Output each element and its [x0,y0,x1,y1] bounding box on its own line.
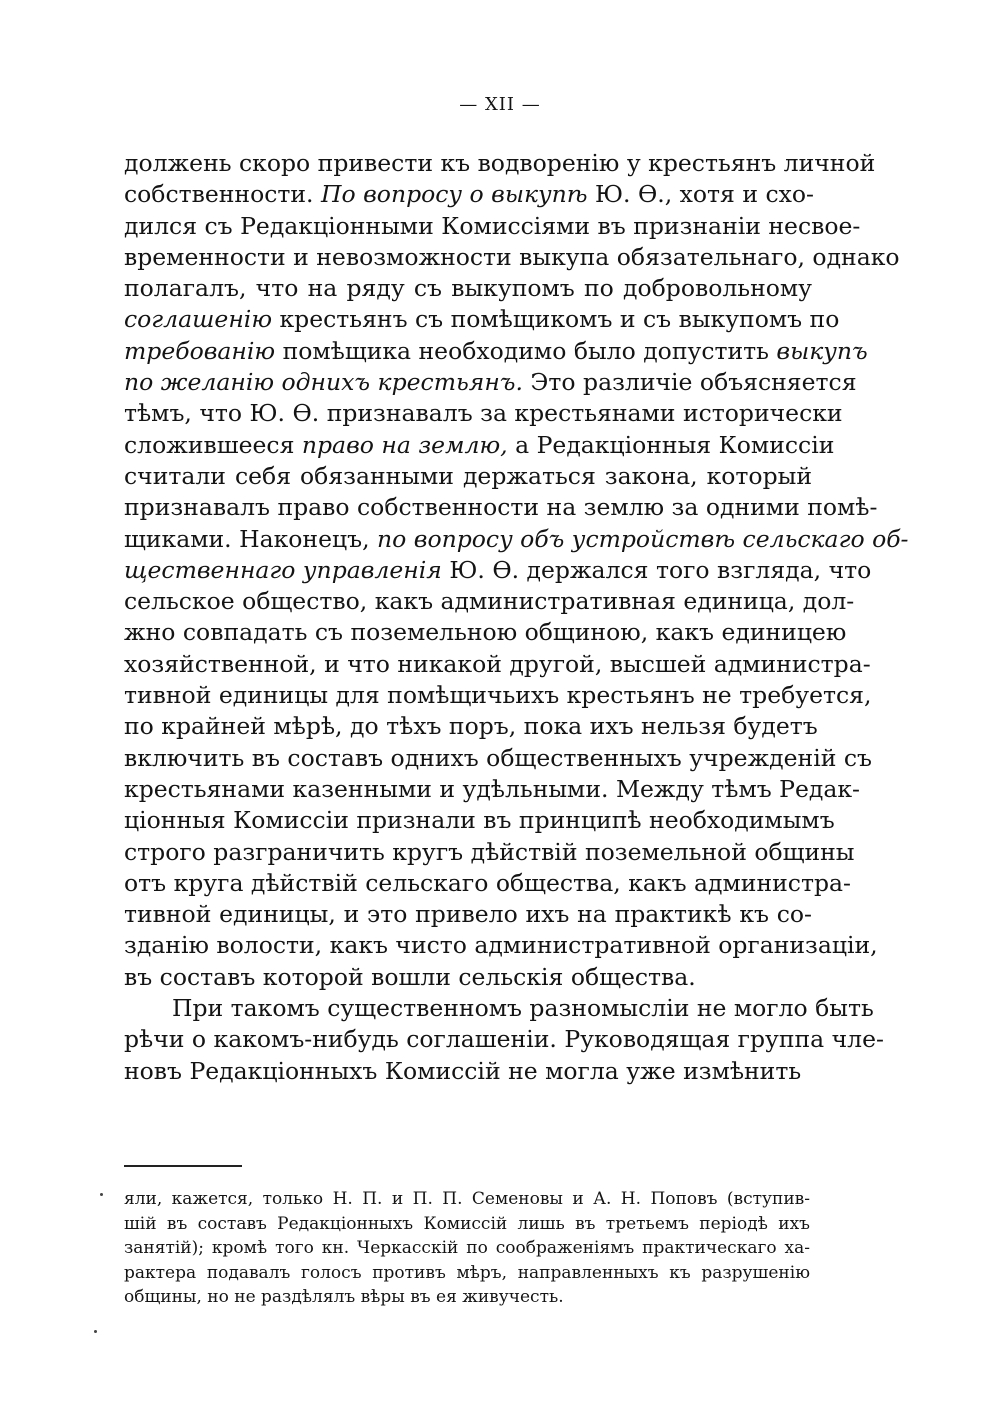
italic-phrase: по желанію однихъ крестьянъ. [124,368,523,397]
text-run: крестьянами казенными и удѣльными. Между тѣмъ Редак- [124,774,860,803]
text-run: общины, но не раздѣлялъ вѣры въ ея живучесть. [124,1287,564,1307]
speck-mark [94,1330,97,1333]
paragraph-2 [124,993,884,1087]
text-run: шій въ составъ Редакціонныхъ Комиссій лишь въ третьемъ періодѣ ихъ [124,1213,810,1234]
page-number: — XII — [459,94,541,115]
text-line [124,617,847,648]
text-line [124,273,812,304]
text-line [124,492,878,523]
text-run: тивной единицы для помѣщичьихъ крестьянъ не требуется, [124,681,872,710]
text-line [124,774,860,805]
text-line [124,461,812,492]
italic-phrase: требованію [124,336,276,365]
text-line [124,962,812,993]
text-run: зданію волости, какъ чисто административной организаціи, [124,931,878,960]
text-line [124,211,861,242]
text-line [124,993,874,1024]
text-run: отъ круга дѣйствій сельскаго общества, какъ администра- [124,868,851,897]
text-line [124,336,868,367]
text-line [124,680,872,711]
footnote [124,1187,810,1310]
text-line [124,1236,810,1261]
text-run: ціонныя Комиссіи признали въ принципѣ необходимымъ [124,806,835,835]
text-run: хозяйственной, и что никакой другой, высшей администра- [124,649,871,678]
text-line [124,930,878,961]
text-line [124,179,812,210]
text-run: временности и невозможности выкупа обязательнаго, однако [124,242,900,271]
text-run: Ю. Ѳ. держался того взгляда, что [441,555,872,584]
text-run: а Редакціонныя Комиссіи [507,430,835,459]
text-run: сельское общество, какъ административная единица, дол- [124,587,855,616]
text-line [124,430,835,461]
text-line [124,398,843,429]
text-line [124,899,812,930]
text-run: тивной единицы, и это привело ихъ на практикѣ къ со- [124,900,812,929]
text-line [124,242,900,273]
text-line [124,1285,810,1310]
text-run: полагалъ, что на ряду съ выкупомъ по добровольному [124,274,812,303]
text-run: крестьянъ съ помѣщикомъ и съ выкупомъ по [272,305,840,334]
text-run: включить въ составъ однихъ общественныхъ учрежденій съ [124,743,872,772]
text-run: щиками. Наконецъ, [124,524,378,553]
main-text [124,148,909,1087]
text-run: яли, кажется, только Н. П. и П. П. Семеновы и А. Н. Поповъ (вступив- [124,1189,810,1209]
footnote-divider [124,1165,242,1167]
text-run: жно совпадать съ поземельною общиною, какъ единицею [124,618,847,647]
text-run: Ю. Ѳ., хотя и схо- [587,180,814,209]
text-line [124,1187,810,1212]
text-line [124,805,835,836]
paragraph-1 [124,148,909,993]
text-run: занятій); кромѣ того кн. Черкасскій по соображеніямъ практическаго ха- [124,1238,810,1258]
text-line [124,837,855,868]
italic-phrase: по вопросу объ устройствѣ сельскаго об- [377,524,909,553]
text-run: рѣчи о какомъ-нибудь соглашеніи. Руководящая группа чле- [124,1025,884,1054]
text-line [124,868,851,899]
text-line [124,555,872,586]
text-line [124,304,840,335]
italic-phrase: выкупъ [776,336,868,365]
text-run: сложившееся [124,430,302,459]
text-run: въ составъ которой вошли сельскія общества. [124,962,696,991]
italic-phrase: соглашенію [124,305,273,334]
text-run: При такомъ существенномъ разномысліи не могло быть [172,994,874,1023]
text-line [124,649,871,680]
text-run: признавалъ право собственности на землю за одними помѣ- [124,493,878,522]
text-line [124,743,872,774]
text-run: Это различіе объясняется [522,368,857,397]
italic-phrase: щественнаго управленія [124,555,442,584]
text-run: строго разграничить кругъ дѣйствій поземельной общины [124,837,855,866]
text-run: рактера подавалъ голосъ противъ мѣръ, направленныхъ къ разрушенію [124,1262,810,1283]
text-line [124,586,855,617]
text-run: тѣмъ, что Ю. Ѳ. признавалъ за крестьянами исторически [124,399,843,428]
text-line [124,1024,884,1055]
text-line [124,1212,810,1237]
text-line [124,1056,812,1087]
italic-phrase: По вопросу о выкупѣ [321,180,588,209]
text-run: по крайней мѣрѣ, до тѣхъ поръ, пока ихъ нельзя будетъ [124,712,818,741]
text-run: должень скоро привести къ водворенію у крестьянъ личной [124,149,876,177]
text-line [124,1261,810,1286]
text-line [124,148,876,179]
speck-mark [100,1193,103,1196]
text-run: новъ Редакціонныхъ Комиссій не могла уже измѣнить [124,1056,802,1085]
text-run: считали себя обязанными держаться закона, который [124,461,812,490]
text-run: собственности. [124,180,321,209]
text-run: дился съ Редакціонными Комиссіями въ признаніи несвое- [124,211,861,240]
text-line [124,711,818,742]
text-line [124,524,909,555]
text-line [124,367,857,398]
italic-phrase: право на землю, [301,430,508,459]
text-run: помѣщика необходимо было допустить [275,336,777,365]
